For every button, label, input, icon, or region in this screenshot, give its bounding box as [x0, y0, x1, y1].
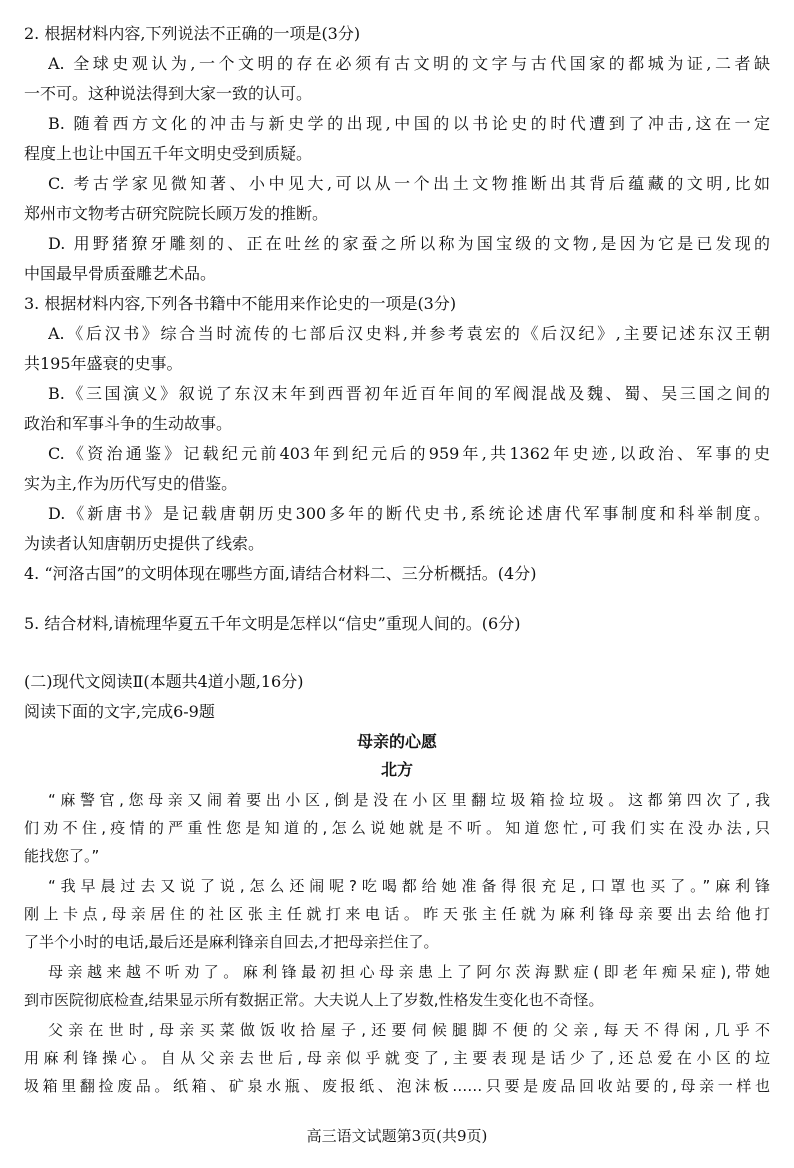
- question-5: 5. 结合材料,请梳理华夏五千年文明是怎样以“信史”重现人间的。(6分): [24, 614, 521, 633]
- section-instruction: 阅读下面的文字,完成6-9题: [24, 702, 215, 721]
- story-author: 北方: [380, 760, 413, 779]
- question-2-option-a-cont: 一不可。这种说法得到大家一致的认可。: [24, 84, 313, 103]
- story-paragraph-1-line-3: 能找您了。”: [24, 847, 100, 865]
- question-2-option-a: A. 全球史观认为,一个文明的存在必须有古文明的文字与古代国家的都城为证,二者缺: [48, 54, 770, 73]
- page-footer: 高三语文试题第3页(共9页): [306, 1127, 488, 1145]
- question-2-option-b: B. 随着西方文化的冲击与新史学的出现,中国的以书论史的时代遭到了冲击,这在一定: [48, 114, 770, 133]
- story-paragraph-4-line-1: 父亲在世时,母亲买菜做饭收拾屋子,还要伺候腿脚不便的父亲,每天不得闲,几乎不: [48, 1021, 770, 1039]
- question-4: 4. “河洛古国”的文明体现在哪些方面,请结合材料二、三分析概括。(4分): [24, 564, 537, 583]
- question-3-option-b: B.《三国演义》叙说了东汉末年到西晋初年近百年间的军阀混战及魏、蜀、吴三国之间的: [48, 384, 770, 403]
- question-2-stem: 2. 根据材料内容,下列说法不正确的一项是(3分): [24, 24, 361, 43]
- story-paragraph-4-line-2: 用麻利锋操心。自从父亲去世后,母亲似乎就变了,主要表现是话少了,还总爱在小区的垃: [24, 1049, 770, 1067]
- question-3-option-a-cont: 共195年盛衰的史事。: [24, 354, 183, 373]
- question-3-option-c: C.《资治通鉴》记载纪元前403年到纪元后的959年,共1362年史迹,以政治、军事的史: [48, 444, 770, 463]
- question-2-option-d-cont: 中国最早骨质蚕雕艺术品。: [24, 264, 217, 283]
- story-paragraph-1-line-1: “麻警官,您母亲又闹着要出小区,倒是没在小区里翻垃圾箱捡垃圾。这都第四次了,我: [48, 791, 770, 809]
- section-heading: (二)现代文阅读Ⅱ(本题共4道小题,16分): [24, 672, 304, 691]
- story-paragraph-3-line-2: 到市医院彻底检查,结果显示所有数据正常。大夫说人上了岁数,性格发生变化也不奇怪。: [24, 991, 604, 1009]
- question-3-option-d-cont: 为读者认知唐朝历史提供了线索。: [24, 534, 265, 553]
- question-3-option-c-cont: 实为主,作为历代写史的借鉴。: [24, 474, 238, 493]
- story-paragraph-1-line-2: 们劝不住,疫情的严重性您是知道的,怎么说她就是不听。知道您忙,可我们实在没办法,只: [24, 819, 770, 837]
- story-paragraph-3-line-1: 母亲越来越不听劝了。麻利锋最初担心母亲患上了阿尔茨海默症(即老年痴呆症),带她: [48, 963, 770, 981]
- question-2-option-c-cont: 郑州市文物考古研究院院长顾万发的推断。: [24, 204, 329, 223]
- story-paragraph-2-line-1: “我早晨过去又说了说,怎么还闹呢?吃喝都给她准备得很充足,口罩也买了。”麻利锋: [48, 877, 770, 895]
- story-paragraph-4-line-3: 圾箱里翻捡废品。纸箱、矿泉水瓶、废报纸、泡沫板……只要是废品回收站要的,母亲一样也: [24, 1077, 770, 1095]
- story-paragraph-2-line-2: 刚上卡点,母亲居住的社区张主任就打来电话。昨天张主任就为麻利锋母亲要出去给他打: [24, 905, 770, 923]
- question-2-option-d: D. 用野猪獠牙雕刻的、正在吐丝的家蚕之所以称为国宝级的文物,是因为它是已发现的: [48, 234, 770, 253]
- question-3-option-a: A.《后汉书》综合当时流传的七部后汉史料,并参考袁宏的《后汉纪》,主要记述东汉王朝: [48, 324, 770, 343]
- question-2-option-b-cont: 程度上也让中国五千年文明史受到质疑。: [24, 144, 313, 163]
- question-3-stem: 3. 根据材料内容,下列各书籍中不能用来作论史的一项是(3分): [24, 294, 457, 313]
- story-title: 母亲的心愿: [356, 732, 437, 751]
- question-2-option-c: C. 考古学家见微知著、小中见大,可以从一个出土文物推断出其背后蕴藏的文明,比如: [48, 174, 770, 193]
- question-3-option-b-cont: 政治和军事斗争的生动故事。: [24, 414, 233, 433]
- question-3-option-d: D.《新唐书》是记载唐朝历史300多年的断代史书,系统论述唐代军事制度和科举制度。: [48, 504, 770, 523]
- story-paragraph-2-line-3: 了半个小时的电话,最后还是麻利锋亲自回去,才把母亲拦住了。: [24, 933, 439, 951]
